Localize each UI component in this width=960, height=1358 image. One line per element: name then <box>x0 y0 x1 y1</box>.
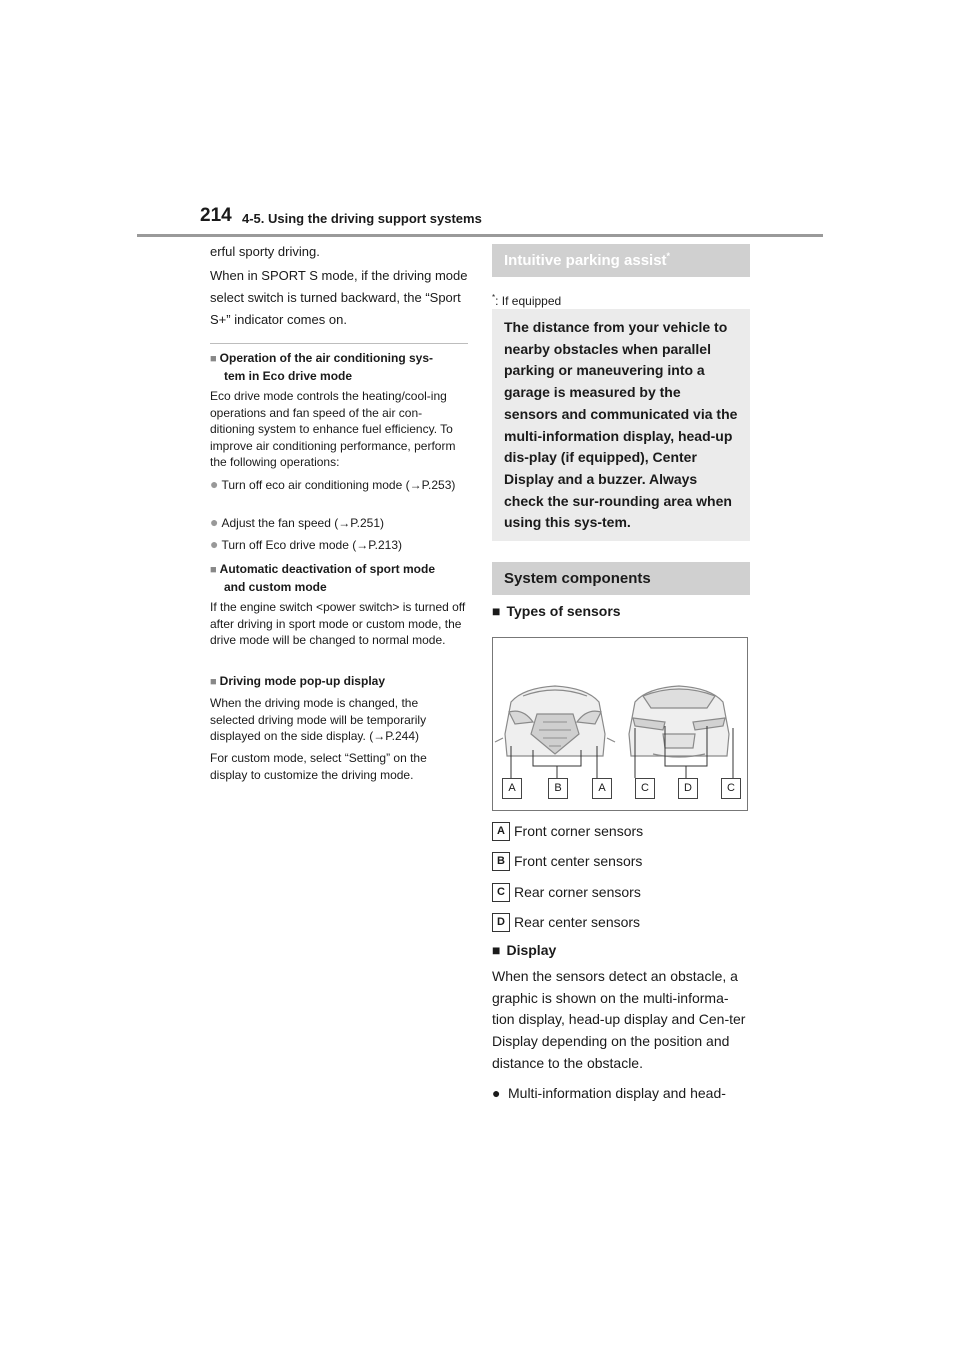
sensor-location-figure <box>492 637 748 811</box>
popup-display-body: When the driving mode is changed, the selected driving mode will be temporarily displayed on the side display. (→P.244) <box>210 696 427 743</box>
display-bullet-multi-info: ● Multi-information display and head- <box>492 1083 750 1105</box>
air-conditioning-body: Eco drive mode controls the heating/cool-ing operations and fan speed of the air con-ditioning system to enhance fuel efficiency. To improve air conditioning performance, perform the following operations: <box>210 389 456 469</box>
figure-label-d: D <box>678 778 698 799</box>
square-bullet-icon: ■ <box>492 942 501 958</box>
legend-text-c: Rear corner sensors <box>514 884 641 900</box>
legend-text-a: Front corner sensors <box>514 823 644 839</box>
figure-label-c-left: C <box>635 778 655 799</box>
heading-display: ■ Display <box>492 942 557 958</box>
heading-auto-deactivation: ■ Automatic deactivation of sport mode and custom mode <box>210 562 436 594</box>
intro-continuation: erful sporty driving. <box>210 244 320 259</box>
heading-popup-display: ■ Driving mode pop-up display <box>210 674 385 688</box>
popup-display-body-2: For custom mode, select “Setting” on the display to customize the driving mode. <box>210 751 427 782</box>
system-components-title: System components <box>492 562 750 595</box>
legend-badge-b: B <box>492 852 510 871</box>
sport-s-paragraph: When in SPORT S mode, if the driving mode select switch is turned backward, the “Sport S+” indicator comes on. <box>210 268 468 327</box>
heading-types-of-sensors: ■ Types of sensors <box>492 603 621 619</box>
square-bullet-icon: ■ <box>492 603 501 619</box>
round-bullet-icon: ● <box>492 1085 501 1101</box>
figure-label-c-right: C <box>721 778 741 799</box>
round-bullet-icon: ● <box>210 536 219 552</box>
bullet-eco-ac: ● Turn off eco air conditioning mode (→P.253) <box>210 476 456 492</box>
bullet-eco-drive: ● Turn off Eco drive mode (→P.213) <box>210 536 403 552</box>
legend-badge-d: D <box>492 913 510 932</box>
square-bullet-icon: ■ <box>210 564 217 576</box>
figure-label-a-left: A <box>502 778 522 799</box>
footnote-if-equipped: *: If equipped <box>492 293 562 308</box>
divider-rule <box>210 343 468 344</box>
bullet-fan-speed: ● Adjust the fan speed (→P.251) <box>210 514 385 530</box>
heading-air-conditioning: ■ Operation of the air conditioning sys- tem in Eco drive mode <box>210 351 434 383</box>
vehicle-sensors-illustration <box>493 638 747 810</box>
intro-summary-box: The distance from your vehicle to nearby obstacles when parallel parking or maneuvering into a garage is measured by the sensors and communicated via the multi-information display, head-up dis-play (if equipped), Center Display and a buzzer. Always check the sur-rounding area when using this sys-tem. <box>492 309 750 541</box>
intuitive-parking-assist-title: Intuitive parking assist* <box>492 244 750 277</box>
header-rule <box>137 234 823 237</box>
square-bullet-icon: ■ <box>210 676 217 688</box>
square-bullet-icon: ■ <box>210 353 217 365</box>
legend-badge-a: A <box>492 822 510 841</box>
rear-vehicle-illustration <box>629 686 729 757</box>
page-number: 214 <box>200 205 232 226</box>
legend-text-d: Rear center sensors <box>514 914 641 930</box>
legend-badge-c: C <box>492 883 510 902</box>
display-body: When the sensors detect an obstacle, a graphic is shown on the multi-informa-tion display, head-up display and Cen-ter Display depending on the position and distance to the obstacle. <box>492 968 746 1071</box>
section-title: 4-5. Using the driving support systems <box>242 211 482 226</box>
round-bullet-icon: ● <box>210 476 219 492</box>
front-vehicle-illustration <box>495 686 615 756</box>
figure-label-b: B <box>548 778 568 799</box>
legend-text-b: Front center sensors <box>514 853 643 869</box>
round-bullet-icon: ● <box>210 514 219 530</box>
figure-label-a-right: A <box>592 778 612 799</box>
auto-deactivation-body: If the engine switch <power switch> is turned off after driving in sport mode or custom mode, the drive mode will be changed to normal mode. <box>210 600 466 647</box>
